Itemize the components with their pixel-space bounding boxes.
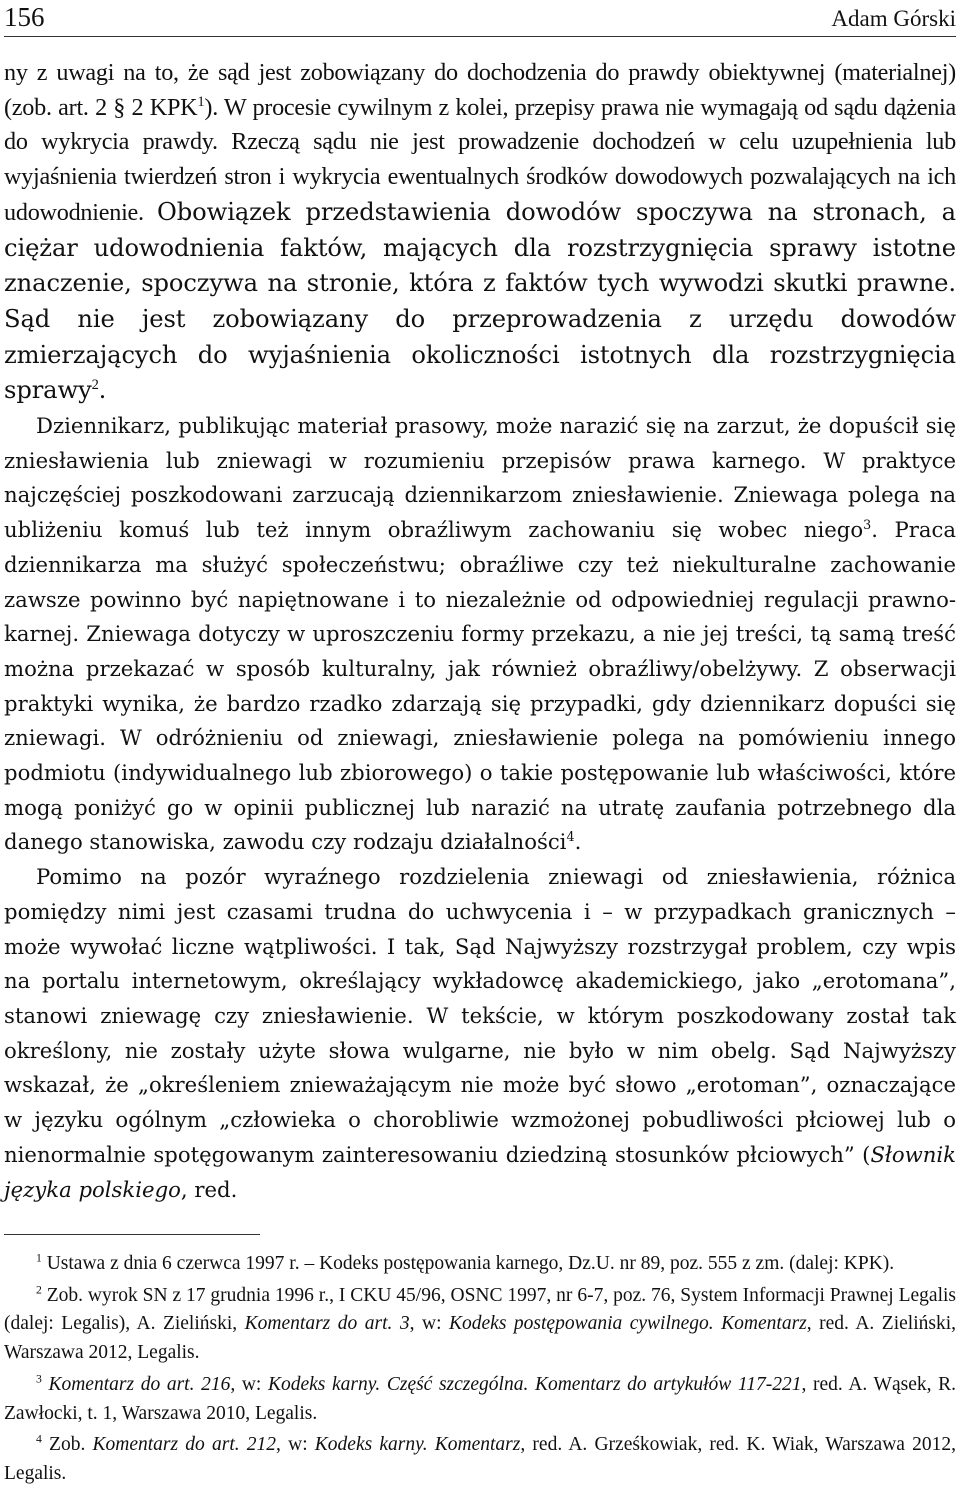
footnote-2-italic-1: Komentarz do art. 3 (244, 1313, 410, 1335)
paragraph-2-text-b: . Praca dziennikarza ma służyć społeczeństwu; obraźliwe czy też niekulturalne zachowanie zawsze powinno być napiętnowane i to niezależnie od odpowiedniej regulacji prawno-karnej. Zniewaga dotyczy w uproszczeniu formy przekazu, a nie jej treści, tą samą treść można przekazać w sposób kulturalny, jak również obraźliwy/obelżywy. Z obserwacji praktyki wynika, że bardzo rzadko zdarzają się przypadki, gdy dziennikarz dopuści się zniewagi. W odróżnieniu od zniewagi, zniesławienie polega na pomówieniu innego podmiotu (indywidualnego lub zbiorowego) o takie postępowanie lub właściwości, które mogą poniżyć go w opinii publicznej lub narazić na utratę zaufania potrzebnego dla danego stanowiska, zawodu czy rodzaju działalności (4, 517, 956, 855)
footnote-separator (4, 1234, 260, 1235)
paragraph-2-text-c: . (574, 829, 582, 855)
footnote-2-text-b: , w: (409, 1313, 449, 1335)
footnote-3-italic-1: Komentarz do art. 216 (41, 1373, 231, 1395)
paragraph-1-text-d: . (98, 376, 107, 405)
footnote-4-italic-2: Kodeks karny. Komentarz (314, 1434, 521, 1456)
footnote-ref-4: 4 (566, 829, 575, 845)
page-number: 156 (4, 2, 45, 32)
footnote-number-4: 4 (36, 1432, 42, 1446)
footnote-4-italic-1: Komentarz do art. 212 (92, 1434, 277, 1456)
footnote-number-3: 3 (36, 1372, 42, 1386)
paragraph-1-text-a: ny z uwagi na to, że sąd jest zobowiązany do dochodzenia do prawdy obiektywnej (materialnej) (zob. art. 2 § 2 KPK (4, 59, 956, 121)
footnote-4-text-b: , w: (276, 1434, 315, 1456)
footnote-3-text-a: , w: (230, 1373, 268, 1395)
footnote-3 (4, 1371, 956, 1428)
footnote-number-1: 1 (36, 1251, 42, 1265)
paragraph-1-text-b: ). W procesie cywilnym z kolei, przepisy prawa nie wymagają od sądu dążenia do wykrycia prawdy. Rzeczą sądu nie jest prowadzenie dochodzeń w celu uzupełnienia lub wyjaśnienia twierdzeń stron i wykrycia ewentualnych środków dowodowych pozwalających na ich udowodnienie. (4, 93, 956, 226)
footnote-ref-3: 3 (863, 517, 872, 533)
footnote-2 (4, 1282, 956, 1368)
dictionary-title: Słownik języka polskiego (4, 1141, 956, 1202)
paragraph-2 (4, 409, 956, 860)
footnote-4-text-a: Zob. (41, 1434, 93, 1456)
footnote-2-text-a: Zob. wyrok SN z 17 grudnia 1996 r., I CKU 45/96, OSNC 1997, nr 6-7, poz. 76, System Informacji Prawnej Legalis (dalej: Legalis), A. Zieliński, (4, 1284, 956, 1335)
paragraph-1 (4, 56, 956, 409)
footnotes (4, 1250, 956, 1489)
running-head-author: Adam Górski (831, 6, 956, 31)
footnote-1-text: Ustawa z dnia 6 czerwca 1997 r. – Kodeks postępowania karnego, Dz.U. nr 89, poz. 555 z zm. (dalej: KPK). (41, 1253, 895, 1274)
footnote-2-italic-2: Kodeks postępowania cywilnego. Komentarz (449, 1313, 807, 1335)
footnote-1 (4, 1250, 956, 1279)
running-header (4, 2, 956, 37)
footnote-4-text-c: , red. A. Grześkowiak, red. K. Wiak, Warszawa 2012, Legalis. (4, 1434, 956, 1484)
footnote-number-2: 2 (36, 1283, 42, 1297)
paragraph-2-text-a: Dziennikarz, publikując materiał prasowy, może narazić się na zarzut, że dopuścił się zniesławienia lub zniewagi w rozumieniu przepisów prawa karnego. W praktyce najczęściej poszkodowani zarzucają dziennikarzom zniesławienie. Zniewaga polega na ubliżeniu komuś lub też innym obraźliwym zachowaniu się wobec niego (4, 413, 956, 543)
footnote-3-italic-2: Kodeks karny. Część szczególna. Komentarz do artykułów 117-221 (267, 1373, 802, 1395)
paragraph-3 (4, 860, 956, 1207)
footnote-ref-1: 1 (197, 93, 205, 110)
footnote-2-text-c: , red. A. Zieliński, Warszawa 2012, Legalis. (4, 1313, 956, 1364)
paragraph-1-text-c: Obowiązek przedstawienia dowodów spoczywa na stronach, a ciężar udowodnienia faktów, mających dla rozstrzygnięcia sprawy istotne znaczenie, spoczywa na stronie, która z faktów tych wywodzi skutki prawne. Sąd nie jest zobowiązany do przeprowadzenia z urzędu dowodów zmierzających do wyjaśnienia okoliczności istotnych dla rozstrzygnięcia sprawy (4, 197, 956, 405)
paragraph-3-text-a: Pomimo na pozór wyraźnego rozdzielenia zniewagi od zniesławienia, różnica pomiędzy nimi jest czasami trudna do uchwycenia i – w przypadkach granicznych – może wywołać liczne wątpliwości. I tak, Sąd Najwyższy rozstrzygał problem, czy wpis na portalu internetowym, określający wykładowcę akademickiego, jako „erotomana”, stanowi zniewagę czy zniesławienie. W tekście, w którym poszkodowany został tak określony, nie zostały użyte słowa wulgarne, nie było w nim obelg. Sąd Najwyższy wskazał, że „określeniem znieważającym nie może być słowo „erotoman”, oznaczające w języku ogólnym „człowieka o chorobliwie wzmożonej pobudliwości płciowej lub o nienormalnie spotęgowanym zainteresowaniu dziedziną stosunków płciowych” ( (4, 864, 956, 1167)
footnote-4 (4, 1431, 956, 1488)
body-text (4, 56, 956, 1207)
paragraph-3-text-b: , red. (180, 1176, 238, 1202)
footnote-ref-2: 2 (91, 377, 99, 394)
footnote-3-text-b: , red. A. Wąsek, R. Zawłocki, t. 1, Warszawa 2010, Legalis. (4, 1373, 956, 1424)
